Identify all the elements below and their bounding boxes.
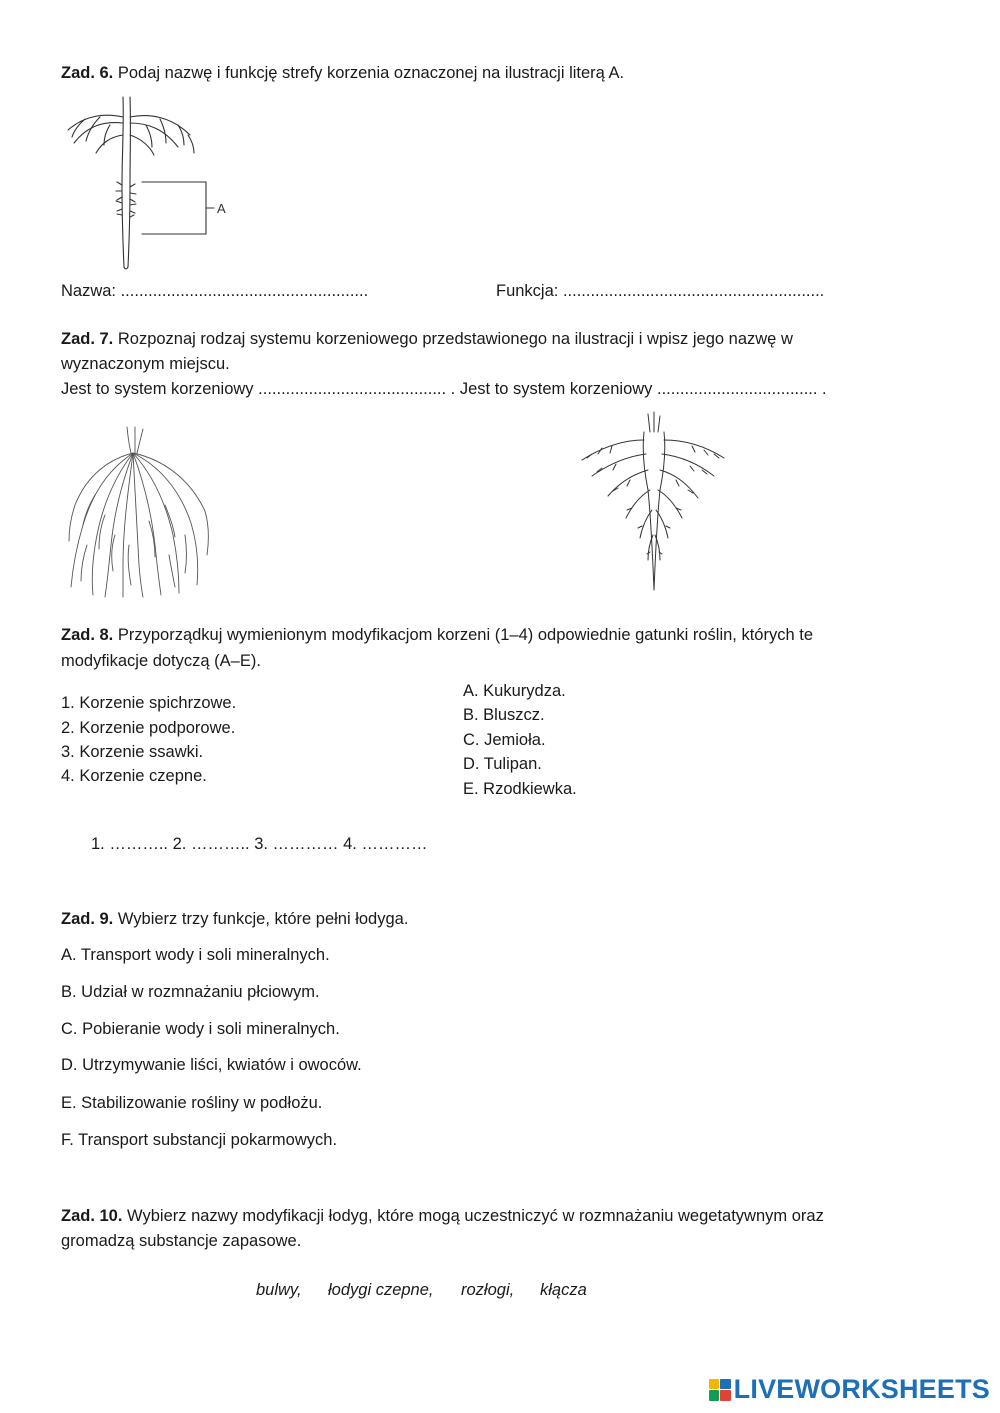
- zad10-word-option[interactable]: łodygi czepne,: [328, 1281, 434, 1299]
- zad9-option[interactable]: A. Transport wody i soli mineralnych.: [61, 946, 330, 964]
- zad8-left-item: 2. Korzenie podporowe.: [61, 719, 236, 737]
- zad10-question-line2: gromadzą substancje zapasowe.: [61, 1232, 302, 1250]
- zad9-option[interactable]: C. Pobieranie wody i soli mineralnych.: [61, 1020, 340, 1038]
- zad8-right-item: E. Rzodkiewka.: [463, 780, 577, 798]
- zad9-question: [61, 908, 408, 930]
- fibrous-root-figure: [65, 425, 215, 600]
- zad8-left-item: 4. Korzenie czepne.: [61, 767, 207, 785]
- zad10-text1: Wybierz nazwy modyfikacji łodyg, które mogą uczestniczyć w rozmnażaniu wegetatywnym oraz: [127, 1207, 824, 1225]
- zad8-left-item: 1. Korzenie spichrzowe.: [61, 694, 237, 712]
- zad9-option[interactable]: D. Utrzymywanie liści, kwiatów i owoców.: [61, 1056, 362, 1074]
- zad9-text: Wybierz trzy funkcje, które pełni łodyga.: [117, 910, 409, 928]
- zad6-funkcja-field[interactable]: Funkcja: .........................................................: [496, 282, 825, 300]
- zad9-option[interactable]: E. Stabilizowanie rośliny w podłożu.: [61, 1094, 323, 1112]
- zad10-question-line1: [61, 1205, 824, 1227]
- zad7-answer-line[interactable]: Jest to system korzeniowy ......................................... . Jest to system korzeniowy ................................... .: [61, 380, 827, 398]
- zad8-question-line2: modyfikacje dotyczą (A–E).: [61, 652, 261, 670]
- zad7-question-line1: [61, 328, 793, 350]
- zad8-right-item: B. Bluszcz.: [463, 706, 545, 724]
- zad6-label: Zad. 6.: [61, 64, 114, 82]
- zad6-text: Podaj nazwę i funkcję strefy korzenia oznaczonej na ilustracji literą A.: [117, 64, 625, 82]
- zad8-answer-line[interactable]: 1. ……….. 2. ……….. 3. ………… 4. …………: [91, 835, 428, 853]
- zad8-right-item: A. Kukurydza.: [463, 682, 566, 700]
- zad9-label: Zad. 9.: [61, 910, 114, 928]
- liveworksheets-brand: LIVEWORKSHEETS: [733, 1374, 990, 1404]
- zad8-left-item: 3. Korzenie ssawki.: [61, 743, 204, 761]
- zad6-figure-letter: A: [217, 201, 226, 216]
- zad7-question-line2: wyznaczonym miejscu.: [61, 355, 230, 373]
- zad6-question: [61, 62, 624, 84]
- zad8-label: Zad. 8.: [61, 626, 114, 644]
- zad9-option[interactable]: B. Udział w rozmnażaniu płciowym.: [61, 983, 320, 1001]
- zad10-word-option[interactable]: kłącza: [540, 1281, 587, 1299]
- zad8-question-line1: [61, 624, 813, 646]
- zad8-right-item: C. Jemioła.: [463, 731, 546, 749]
- zad7-text1: Rozpoznaj rodzaj systemu korzeniowego przedstawionego na ilustracji i wpisz jego nazwę w: [117, 330, 793, 348]
- zad10-word-option[interactable]: rozłogi,: [461, 1281, 515, 1299]
- tap-root-figure: [572, 410, 732, 600]
- zad7-label: Zad. 7.: [61, 330, 114, 348]
- zad10-label: Zad. 10.: [61, 1207, 123, 1225]
- zad8-right-item: D. Tulipan.: [463, 755, 542, 773]
- zad8-text1: Przyporządkuj wymienionym modyfikacjom korzeni (1–4) odpowiednie gatunki roślin, których te: [117, 626, 813, 644]
- root-zone-figure: [60, 95, 250, 275]
- zad9-option[interactable]: F. Transport substancji pokarmowych.: [61, 1131, 338, 1149]
- liveworksheets-logo[interactable]: [709, 1374, 990, 1405]
- zad10-word-option[interactable]: bulwy,: [256, 1281, 302, 1299]
- zad6-nazwa-field[interactable]: Nazwa: ......................................................: [61, 282, 369, 300]
- liveworksheets-logo-icon: [709, 1379, 731, 1401]
